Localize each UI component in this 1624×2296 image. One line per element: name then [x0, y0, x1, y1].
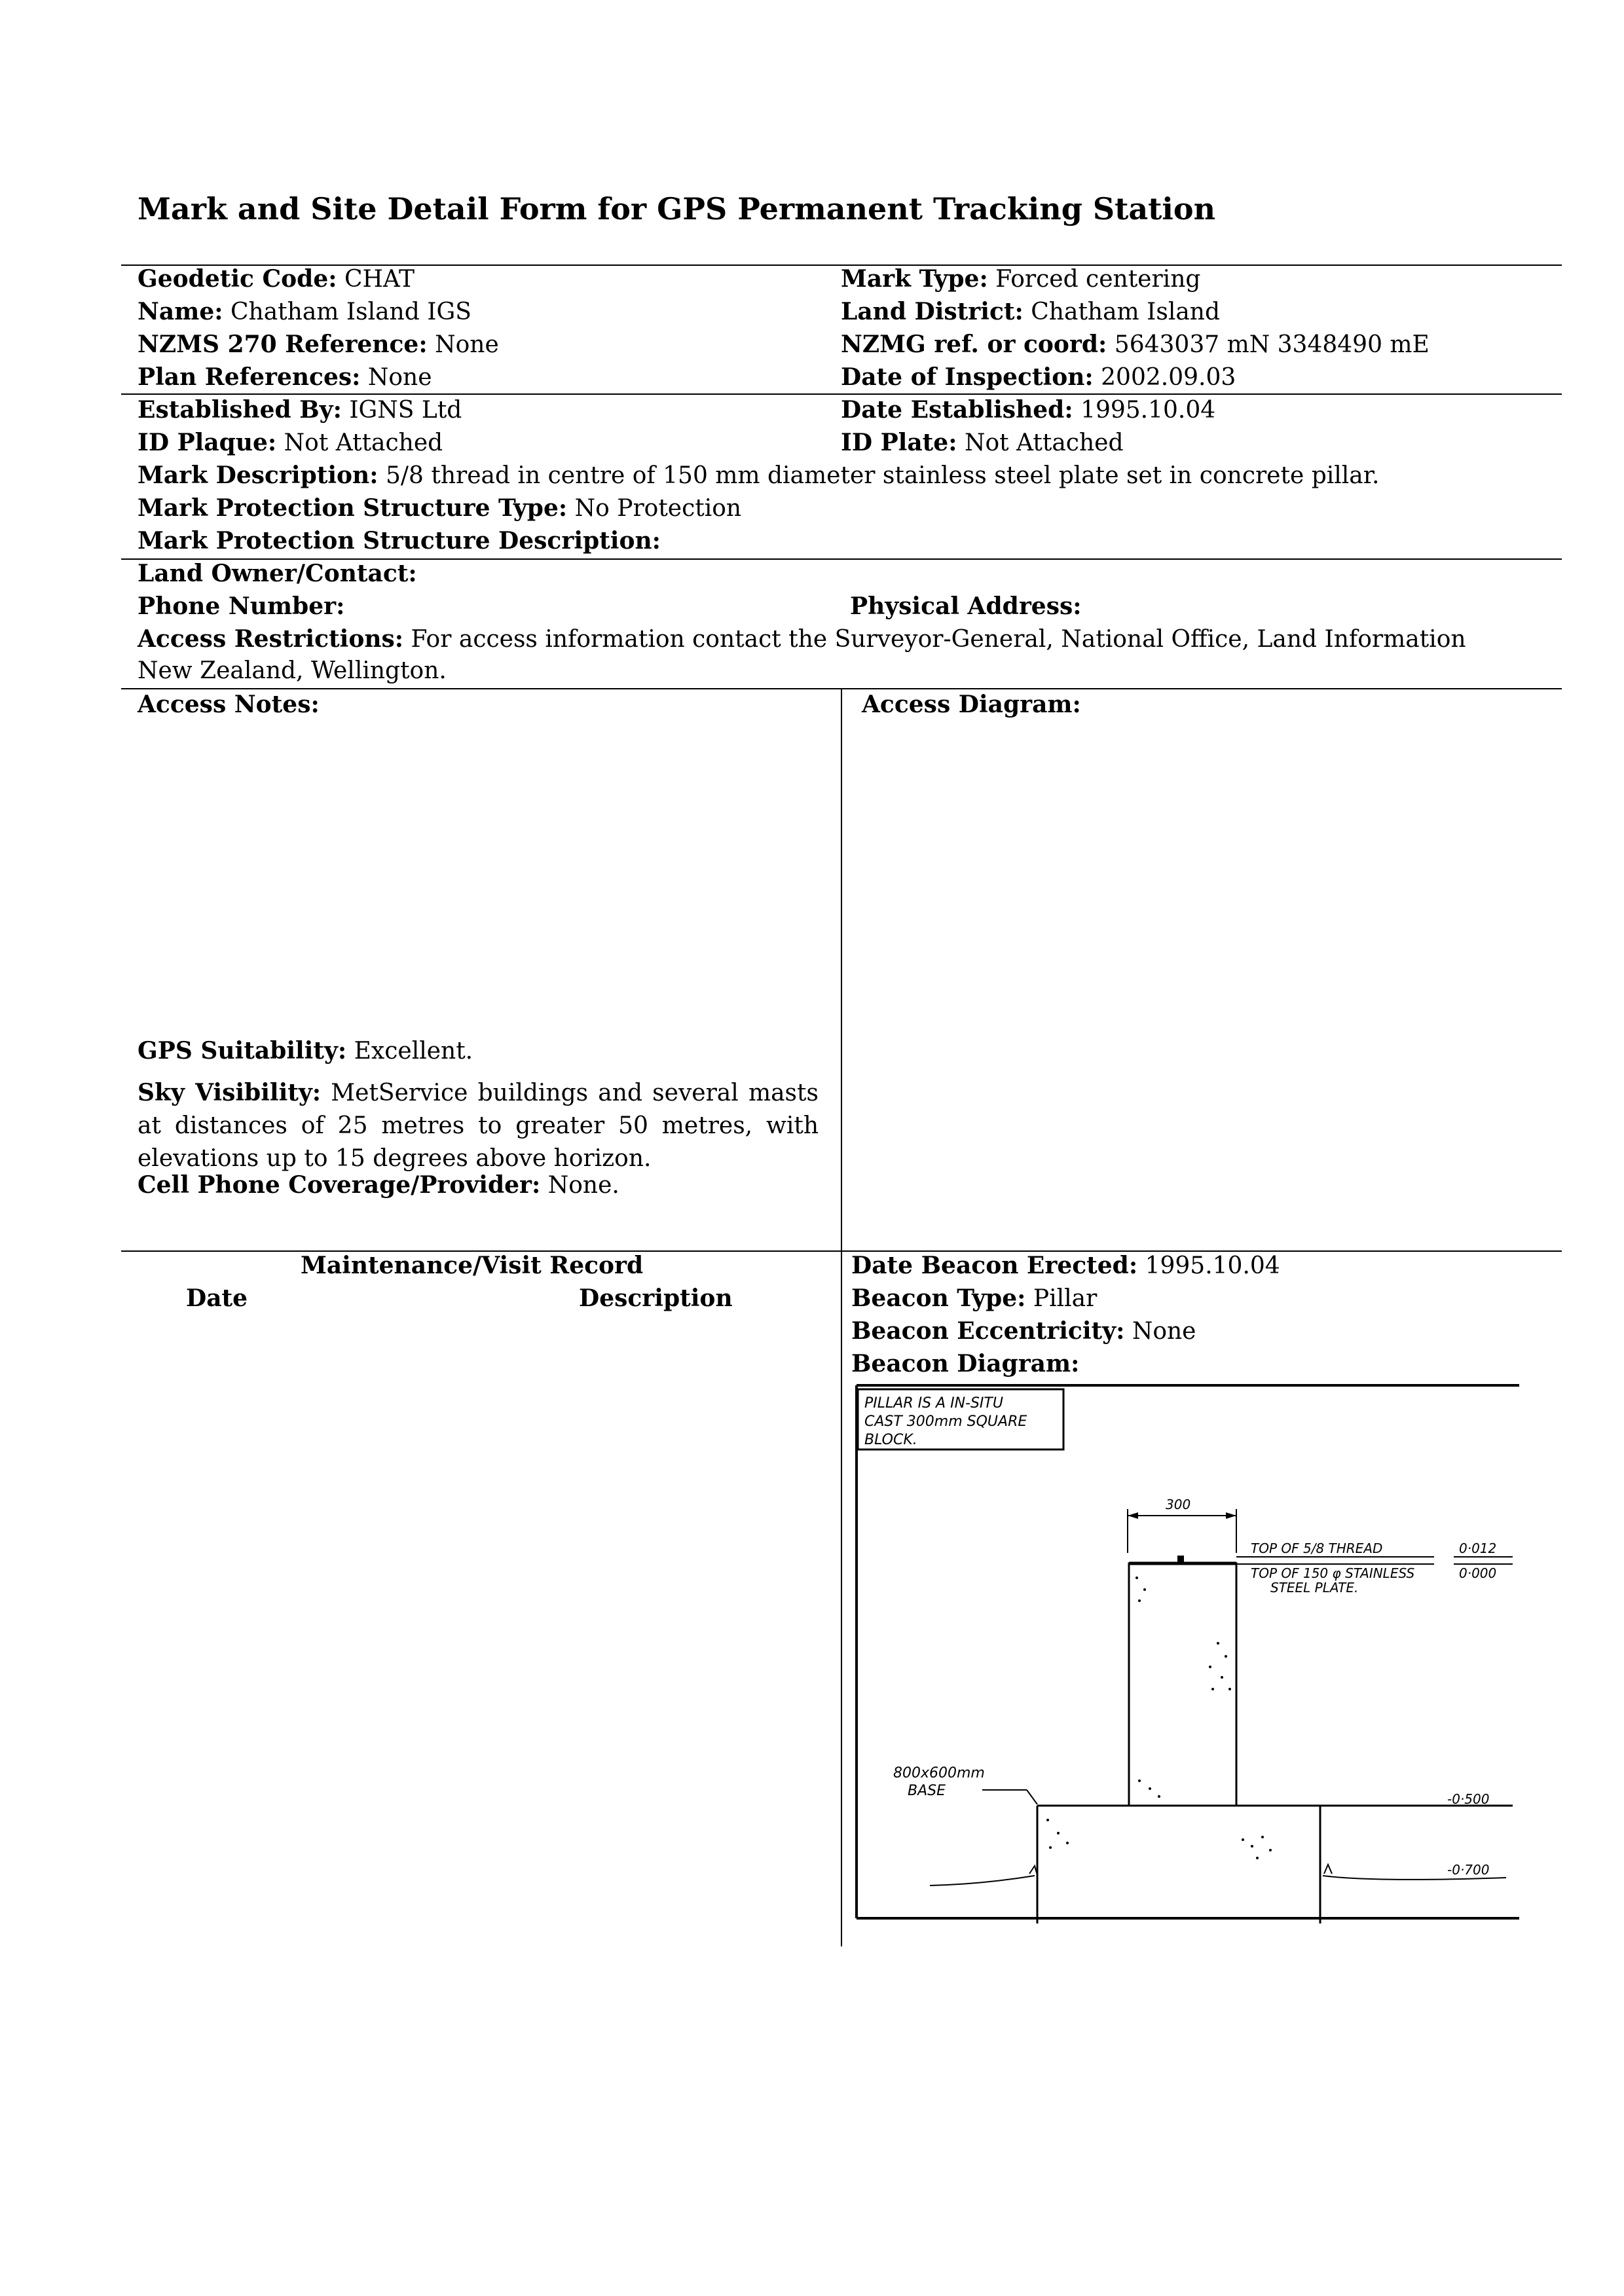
level-base-top: -0·500	[1447, 1791, 1490, 1807]
land-owner-field	[138, 558, 417, 590]
nzmg-ref-value: 5643037 mN 3348490 mE	[1114, 331, 1430, 358]
base-label-1: 800x600mm	[893, 1765, 985, 1781]
width-dimension-label: 300	[1166, 1497, 1191, 1512]
gps-suitability-field	[138, 1035, 473, 1067]
beacon-eccentricity-field	[851, 1315, 1196, 1347]
gps-suitability-label: GPS Suitability:	[138, 1037, 347, 1065]
access-notes-label: Access Notes:	[138, 691, 320, 718]
id-plaque-field	[138, 427, 443, 459]
plan-refs-label: Plan References:	[138, 363, 361, 391]
date-inspection-value: 2002.09.03	[1101, 364, 1236, 391]
level-base-bottom: -0·700	[1447, 1862, 1490, 1878]
beacon-type-field	[851, 1283, 1097, 1315]
date-established-field	[841, 394, 1215, 426]
access-diagram-label: Access Diagram:	[862, 691, 1081, 718]
plan-refs-value: None	[367, 364, 432, 391]
beacon-diagram	[851, 1381, 1519, 1925]
established-by-label: Established By:	[138, 396, 342, 424]
geodetic-code-field	[138, 263, 415, 295]
date-established-label: Date Established:	[841, 396, 1073, 424]
access-restrictions-field	[138, 623, 1473, 687]
mark-description-label: Mark Description:	[138, 462, 378, 489]
access-restrictions-value: For access information contact the Surveyor-General, National Office, Land Information New Zealand, Wellington.	[138, 626, 1466, 684]
cell-coverage-label: Cell Phone Coverage/Provider:	[138, 1171, 541, 1199]
thread-label: TOP OF 5/8 THREAD	[1251, 1540, 1383, 1556]
id-plate-field	[841, 427, 1124, 459]
protection-type-value: No Protection	[574, 495, 742, 522]
cell-coverage-field	[138, 1169, 619, 1201]
mark-type-value: Forced centering	[995, 266, 1201, 293]
maintenance-heading: Maintenance/Visit Record	[301, 1252, 644, 1279]
base-label-2: BASE	[908, 1783, 946, 1799]
phone-label: Phone Number:	[138, 592, 345, 620]
mark-description-field	[138, 460, 1379, 492]
geodetic-code-label: Geodetic Code:	[138, 265, 337, 293]
physical-address-field	[850, 591, 1082, 623]
beacon-date-label: Date Beacon Erected:	[851, 1252, 1138, 1279]
beacon-date-field	[851, 1250, 1280, 1282]
access-restrictions-label: Access Restrictions:	[138, 625, 404, 653]
sky-visibility-field	[138, 1076, 819, 1175]
beacon-date-value: 1995.10.04	[1145, 1252, 1280, 1279]
mark-type-label: Mark Type:	[841, 265, 988, 293]
plate-label-1: TOP OF 150 φ STAINLESS	[1251, 1565, 1415, 1581]
established-by-value: IGNS Ltd	[349, 397, 462, 424]
plan-refs-field	[138, 361, 432, 393]
sky-visibility-label: Sky Visibility:	[138, 1079, 322, 1106]
name-label: Name:	[138, 298, 223, 325]
nzms-ref-label: NZMS 270 Reference:	[138, 331, 428, 358]
physical-address-label: Physical Address:	[850, 592, 1082, 620]
rule-vertical	[841, 688, 842, 1946]
protection-desc-field	[138, 525, 661, 557]
sky-visibility-value: MetService buildings and several masts at distances of 25 metres to greater 50 metres, with elevations up to 15 degrees above horizon.	[138, 1080, 819, 1172]
plate-label-2: STEEL PLATE.	[1270, 1580, 1359, 1595]
cell-coverage-value: None.	[547, 1172, 619, 1199]
mark-type-field	[841, 263, 1200, 295]
date-established-value: 1995.10.04	[1080, 397, 1216, 424]
beacon-diagram-label: Beacon Diagram:	[851, 1350, 1080, 1377]
page-title: Mark and Site Detail Form for GPS Permanent Tracking Station	[138, 191, 1216, 227]
beacon-type-value: Pillar	[1033, 1285, 1098, 1312]
nzmg-ref-label: NZMG ref. or coord:	[841, 331, 1107, 358]
beacon-eccentricity-label: Beacon Eccentricity:	[851, 1317, 1125, 1345]
protection-desc-label: Mark Protection Structure Description:	[138, 527, 661, 555]
level-thread: 0·012	[1459, 1540, 1497, 1556]
land-district-value: Chatham Island	[1031, 299, 1221, 325]
level-plate: 0·000	[1459, 1565, 1497, 1581]
phone-field	[138, 591, 344, 623]
id-plaque-label: ID Plaque:	[138, 429, 277, 456]
date-inspection-label: Date of Inspection:	[841, 363, 1094, 391]
protection-type-label: Mark Protection Structure Type:	[138, 494, 568, 522]
nzms-ref-field	[138, 329, 499, 361]
nzmg-ref-field	[841, 329, 1430, 361]
nzms-ref-value: None	[435, 331, 499, 358]
beacon-type-label: Beacon Type:	[851, 1285, 1026, 1312]
maintenance-col-description: Description	[579, 1285, 733, 1312]
name-value: Chatham Island IGS	[230, 299, 471, 325]
maintenance-col-date: Date	[186, 1285, 248, 1312]
geodetic-code-value: CHAT	[344, 266, 415, 293]
date-inspection-field	[841, 361, 1236, 393]
land-district-field	[841, 296, 1220, 328]
mark-description-value: 5/8 thread in centre of 150 mm diameter stainless steel plate set in concrete pillar.	[385, 462, 1380, 489]
note-line-2: CAST 300mm SQUARE	[864, 1413, 1027, 1430]
id-plate-value: Not Attached	[964, 429, 1124, 456]
land-district-label: Land District:	[841, 298, 1024, 325]
note-line-3: BLOCK.	[864, 1432, 917, 1448]
id-plaque-value: Not Attached	[284, 429, 443, 456]
gps-suitability-value: Excellent.	[354, 1038, 473, 1065]
name-field	[138, 296, 471, 328]
id-plate-label: ID Plate:	[841, 429, 957, 456]
established-by-field	[138, 394, 462, 426]
protection-type-field	[138, 492, 741, 524]
land-owner-label: Land Owner/Contact:	[138, 560, 417, 587]
note-line-1: PILLAR IS A IN-SITU	[864, 1395, 1003, 1412]
beacon-eccentricity-value: None	[1132, 1318, 1196, 1345]
